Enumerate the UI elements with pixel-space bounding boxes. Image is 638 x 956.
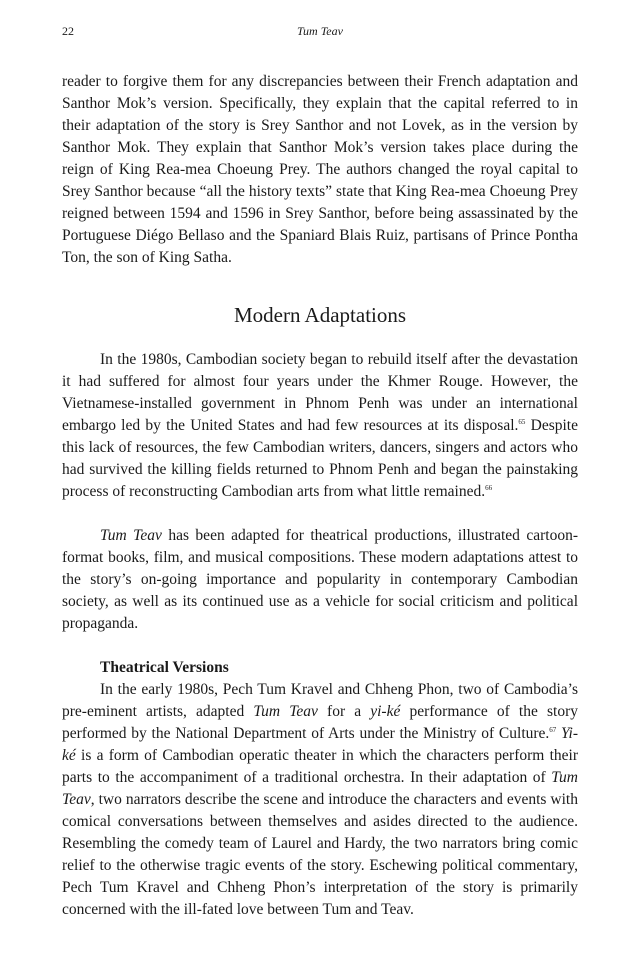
page-number: 22 [62,24,74,38]
paragraph-text: is a form of Cambodian operatic theater in which the characters perform their parts to the accompaniment of a traditional orchestra. In their adaptation of [62,747,578,786]
book-title: Tum Teav [62,769,578,808]
term: Yi-ké [62,725,578,764]
running-head [62,22,578,40]
paragraph-text: , two narrators describe the scene and introduce the characters and events with comical conversations between themselves and asides directed to the audience. Resembling the comedy team of Laurel and Hardy, the two narrators bring comic relief to the otherwise tragic events of the story. Eschewing political commentary, Pech Tum Kravel and Chheng Phon’s interpretation of the story is primarily concerned with the ill-fated love between Tum and Teav. [62,791,578,918]
paragraph-text: performance of the story performed by the National Department of Arts under the Ministry of Culture. [62,703,578,742]
paragraph-text: for a [317,703,371,720]
running-title: Tum Teav [297,24,343,38]
term: yi-ké [370,703,401,720]
paragraph-1980s [62,349,578,503]
footnote-ref-65[interactable]: 65 [518,418,526,426]
paragraph-text: In the 1980s, Cambodian society began to rebuild itself after the devastation it had suffered for almost four years under the Khmer Rouge. However, the Vietnamese-installed government in Phnom Penh was under an international embargo led by the United States and had few resources at its disposal. [62,351,578,434]
paragraph-theatrical [62,679,578,921]
paragraph-gap [62,635,578,657]
footnote-ref-66[interactable]: 66 [485,484,493,492]
paragraph-adaptations [62,525,578,635]
body-text [62,71,578,921]
paragraph-text: In the early 1980s, Pech Tum Kravel and Chheng Phon, two of Cambodia’s pre-eminent artists, adapted [62,681,578,720]
footnote-ref-67[interactable]: 67 [549,726,557,734]
book-title: Tum Teav [253,703,318,720]
paragraph-continued: reader to forgive them for any discrepancies between their French adaptation and Santhor Mok’s version. Specifically, they explain that the capital referred to in their adaptation of the story is Srey Santhor and not Lovek, as in the version by Santhor Mok. They explain that Santhor Mok’s version takes place during the reign of King Rea-mea Choeung Prey. The authors changed the royal capital to Srey Santhor because “all the history texts” state that King Rea-mea Choeung Prey reigned between 1594 and 1596 in Srey Santhor, before being assassinated by the Portuguese Diégo Bellaso and the Spaniard Blais Ruiz, partisans of Prince Pontha Ton, the son of King Satha. [62,73,578,266]
paragraph-text: Despite this lack of resources, the few Cambodian writers, dancers, singers and actors who had survived the killing fields returned to Phnom Penh and began the painstaking process of reconstructing Cambodian arts from what little remained. [62,417,578,500]
section-heading: Modern Adaptations [233,303,407,327]
paragraph-text: has been adapted for theatrical productions, illustrated cartoon-format books, film, and musical compositions. These modern adaptations attest to the story’s on-going importance and popularity in contemporary Cambodian society, as well as its continued use as a vehicle for social criticism and political propaganda. [62,527,579,632]
paragraph-gap [62,503,578,525]
book-title: Tum Teav [100,527,162,544]
subsection-heading: Theatrical Versions [100,659,229,676]
